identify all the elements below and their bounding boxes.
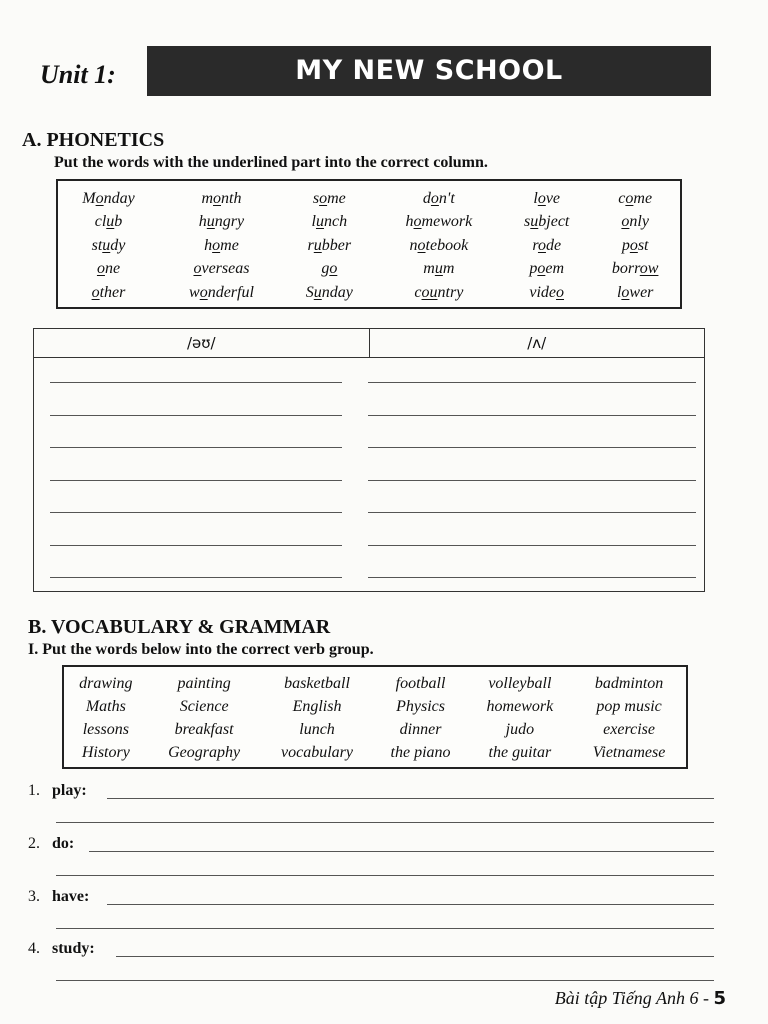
underlined-sound: u: [206, 213, 215, 231]
phonetics-word: subject: [524, 213, 570, 231]
page-title: MY NEW SCHOOL: [295, 55, 563, 86]
answer-line[interactable]: [368, 415, 696, 416]
phonetics-word: homework: [405, 213, 473, 231]
vocabulary-word-table: [64, 672, 686, 764]
vocabulary-word: football: [395, 674, 446, 692]
vocabulary-word: homework: [486, 697, 554, 715]
page-number: 5: [713, 988, 726, 1009]
answer-line[interactable]: [368, 512, 696, 513]
answer-line[interactable]: [116, 956, 714, 957]
answer-line[interactable]: [50, 577, 342, 578]
phonetics-word: Sunday: [305, 283, 353, 301]
phonetics-word: country: [414, 283, 464, 301]
vocabulary-word-box: [62, 665, 688, 769]
underlined-sound: o: [95, 189, 104, 207]
phonetics-word: borrow: [611, 260, 659, 278]
vocabulary-word: History: [81, 743, 130, 761]
phonetics-word-row: [58, 258, 680, 282]
phonetics-word: notebook: [409, 236, 469, 254]
answer-line[interactable]: [107, 904, 714, 905]
answer-line[interactable]: [50, 480, 342, 481]
vocabulary-word: basketball: [284, 674, 350, 692]
vocabulary-word: Vietnamese: [592, 743, 666, 761]
answer-line[interactable]: [368, 577, 696, 578]
vocabulary-word: Physics: [396, 697, 445, 715]
underlined-sound: ow: [639, 260, 659, 278]
underlined-sound: o: [556, 283, 565, 301]
underlined-sound: o: [193, 260, 202, 278]
section-a-heading: A. PHONETICS: [22, 129, 165, 151]
underlined-sound: u: [313, 283, 322, 301]
answer-line[interactable]: [56, 980, 714, 981]
vocabulary-word: drawing: [79, 674, 133, 692]
section-b-instruction: I. Put the words below into the correct verb group.: [28, 641, 374, 658]
question-number: 4.: [28, 940, 44, 957]
vocabulary-word: the piano: [390, 743, 451, 761]
vocabulary-word-row: [64, 741, 686, 764]
vocabulary-word: painting: [177, 674, 231, 692]
phonetics-word: other: [91, 283, 126, 301]
question-label: [28, 782, 87, 800]
underlined-sound: u: [434, 260, 443, 278]
vocabulary-word: English: [292, 697, 342, 715]
book-title: Bài tập Tiếng Anh 6 -: [554, 988, 709, 1008]
verb-label: do:: [52, 835, 75, 852]
underlined-sound: u: [530, 213, 539, 231]
phonetics-answer-table: [33, 328, 705, 592]
phonetics-word: poem: [529, 260, 565, 278]
underlined-sound: o: [417, 236, 426, 254]
phonetics-word: video: [529, 283, 565, 301]
underlined-sound: u: [102, 236, 111, 254]
phonetics-word: mum: [423, 260, 455, 278]
verb-label: play:: [52, 782, 87, 799]
underlined-sound: o: [91, 283, 100, 301]
vocabulary-word: breakfast: [174, 720, 234, 738]
question-label: [28, 835, 74, 853]
answer-line[interactable]: [56, 822, 714, 823]
phonetics-word: some: [312, 189, 346, 207]
question-number: 1.: [28, 782, 44, 799]
underlined-sound: o: [621, 283, 630, 301]
section-a-instruction: Put the words with the underlined part into the correct column.: [54, 154, 488, 171]
vocabulary-word: dinner: [399, 720, 442, 738]
underlined-sound: o: [621, 213, 630, 231]
phonetics-word: love: [533, 189, 561, 207]
phonetics-word: rubber: [307, 236, 352, 254]
phonetics-word: study: [91, 236, 126, 254]
underlined-sound: o: [625, 189, 634, 207]
underlined-sound: u: [313, 236, 322, 254]
vocabulary-word: Science: [179, 697, 229, 715]
vocabulary-word: pop music: [596, 697, 662, 715]
phonetics-word: lunch: [311, 213, 348, 231]
phonetics-word: lower: [616, 283, 654, 301]
answer-line[interactable]: [50, 415, 342, 416]
phonetics-word: one: [96, 260, 121, 278]
vocabulary-word-row: [64, 718, 686, 741]
column-header-ou: /əʊ/: [34, 329, 370, 357]
answer-line[interactable]: [50, 545, 342, 546]
title-banner: [147, 46, 711, 96]
vocabulary-word: vocabulary: [281, 743, 354, 761]
underlined-sound: o: [213, 189, 222, 207]
column-header-uh: /ʌ/: [527, 334, 547, 352]
answer-line[interactable]: [368, 447, 696, 448]
phonetics-word: club: [94, 213, 123, 231]
vocabulary-word-row: [64, 672, 686, 695]
phonetics-word-table: [58, 187, 680, 305]
answer-line[interactable]: [368, 545, 696, 546]
underlined-sound: u: [315, 213, 324, 231]
phonetics-word-row: [58, 211, 680, 235]
section-b-heading: B. VOCABULARY & GRAMMAR: [28, 616, 331, 638]
vocabulary-word: Geography: [168, 743, 241, 761]
phonetics-word: overseas: [193, 260, 250, 278]
question-number: 2.: [28, 835, 44, 852]
question-label: [28, 888, 89, 906]
phonetics-word: go: [321, 260, 338, 278]
underlined-sound: o: [430, 189, 439, 207]
question-label: [28, 940, 95, 958]
answer-line[interactable]: [368, 382, 696, 383]
underlined-sound: ou: [421, 283, 438, 301]
underlined-sound: o: [212, 236, 221, 254]
answer-line[interactable]: [50, 447, 342, 448]
question-number: 3.: [28, 888, 44, 905]
underlined-sound: o: [319, 189, 328, 207]
phonetics-word: wonderful: [189, 283, 254, 301]
vocabulary-word: the guitar: [488, 743, 552, 761]
phonetics-word: come: [618, 189, 653, 207]
underlined-sound: o: [629, 236, 638, 254]
phonetics-word: only: [621, 213, 649, 231]
phonetics-word: home: [204, 236, 239, 254]
underlined-sound: o: [537, 236, 546, 254]
phonetics-word-row: [58, 234, 680, 258]
phonetics-word: don't: [422, 189, 455, 207]
answer-line[interactable]: [56, 875, 714, 876]
vocabulary-word-row: [64, 695, 686, 718]
vocabulary-word: badminton: [594, 674, 664, 692]
phonetics-word: post: [621, 236, 649, 254]
vocabulary-word: Maths: [85, 697, 126, 715]
phonetics-word: month: [201, 189, 242, 207]
answer-line[interactable]: [368, 480, 696, 481]
underlined-sound: o: [537, 260, 546, 278]
answer-table-header: [34, 329, 704, 358]
vocabulary-word: volleyball: [488, 674, 552, 692]
answer-line[interactable]: [107, 798, 714, 799]
underlined-sound: o: [199, 283, 208, 301]
answer-line[interactable]: [50, 512, 342, 513]
phonetics-word: Monday: [82, 189, 135, 207]
underlined-sound: o: [413, 213, 422, 231]
vocabulary-word: lunch: [299, 720, 335, 738]
answer-line[interactable]: [56, 928, 714, 929]
verb-label: study:: [52, 940, 95, 957]
underlined-sound: o: [537, 189, 546, 207]
phonetics-word-box: [56, 179, 682, 309]
underlined-sound: o: [96, 260, 105, 278]
phonetics-word-row: [58, 187, 680, 211]
answer-line[interactable]: [50, 382, 342, 383]
unit-label: Unit 1:: [40, 60, 116, 89]
vocabulary-word: lessons: [82, 720, 129, 738]
vocabulary-word: judo: [505, 720, 535, 738]
answer-line[interactable]: [89, 851, 714, 852]
phonetics-word-row: [58, 281, 680, 305]
underlined-sound: o: [329, 260, 338, 278]
vocabulary-word: exercise: [603, 720, 655, 738]
phonetics-word: rode: [532, 236, 562, 254]
page-footer: [555, 988, 726, 1009]
underlined-sound: u: [106, 213, 115, 231]
verb-label: have:: [52, 888, 90, 905]
phonetics-word: hungry: [198, 213, 245, 231]
